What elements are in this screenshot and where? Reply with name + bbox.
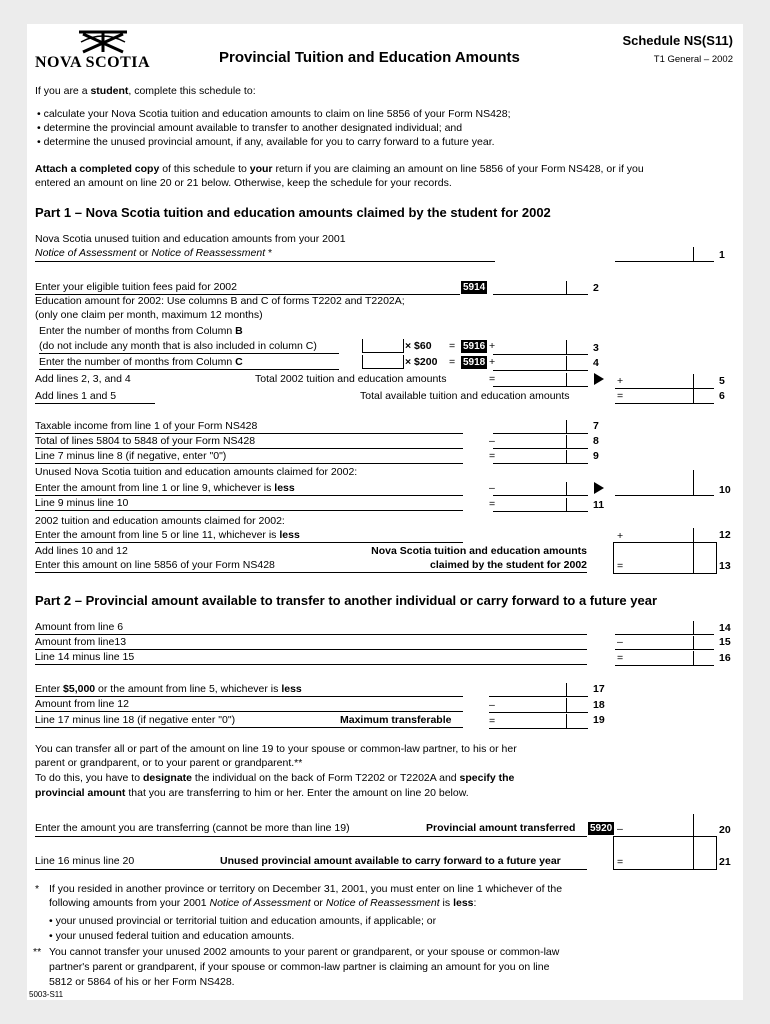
p3-c: the individual on the back of Form T2202 or T2202A and xyxy=(192,772,460,784)
equals: = xyxy=(449,356,456,368)
line-number: 21 xyxy=(719,856,731,868)
equals: = xyxy=(449,340,456,352)
bullet-text: your unused provincial or territorial tuition and education amounts, if applicable; or xyxy=(55,915,437,927)
intro-bullet-3: • determine the unused provincial amount, if any, available for you to carry forward to a future year. xyxy=(37,136,495,148)
attach-note-2: entered an amount on line 20 or 21 below. Otherwise, keep the schedule for your records. xyxy=(35,177,452,189)
line18-input[interactable] xyxy=(489,712,588,713)
star-text: * xyxy=(265,247,273,259)
less: less xyxy=(274,482,295,494)
transfer-text-1: You can transfer all or part of the amount on line 19 to your spouse or common-law partner, to his or her xyxy=(35,743,517,755)
intro-text-b: student xyxy=(90,85,129,97)
rate-200: × $200 xyxy=(405,356,438,368)
line-number: 3 xyxy=(593,342,599,354)
line7-label: Taxable income from line 1 of your Form NS428 xyxy=(35,420,258,432)
line20-label: Enter the amount you are transferring (cannot be more than line 19) xyxy=(35,822,350,834)
months-b-input[interactable] xyxy=(362,339,404,353)
line21-total-label: Unused provincial amount available to carry forward to a future year xyxy=(220,855,561,867)
plus: + xyxy=(617,530,624,542)
n1b-a: following amounts from your 2001 xyxy=(49,897,210,909)
line3-label-b: (only one claim per month, maximum 12 months) xyxy=(35,309,263,321)
n1b-f: less xyxy=(453,897,474,909)
cents-divider xyxy=(566,482,567,495)
line-number: 15 xyxy=(719,636,731,648)
p3-a: To do this, you have to xyxy=(35,772,143,784)
n1b-d: Notice of Reassessment xyxy=(325,897,440,909)
line-number: 17 xyxy=(593,683,605,695)
cents-divider xyxy=(566,698,567,712)
line9-input[interactable] xyxy=(493,463,588,464)
minus: – xyxy=(489,482,495,494)
line3-label-d: (do not include any month that is also included in column C) xyxy=(39,340,317,352)
equals: = xyxy=(617,652,624,664)
code-5918: 5918 xyxy=(463,357,486,368)
equals: = xyxy=(489,715,496,727)
line17-c: or the amount from line 5, whichever is xyxy=(95,683,282,695)
line10-text: Enter the amount from line 1 or line 9, whichever is xyxy=(35,482,275,494)
line13-input[interactable] xyxy=(613,542,717,574)
cents-divider xyxy=(693,651,694,665)
line4-text: Enter the number of months from Column xyxy=(39,356,236,368)
cents-divider xyxy=(693,636,694,649)
equals: = xyxy=(489,498,496,510)
bullet-text: determine the provincial amount available to transfer to another designated individual; and xyxy=(43,122,463,134)
line3-label-a: Education amount for 2002: Use columns B and C of forms T2202 and T2202A; xyxy=(35,295,405,307)
cents-divider xyxy=(566,420,567,433)
line16-label: Line 14 minus line 15 xyxy=(35,651,135,663)
line20-total-label: Provincial amount transferred xyxy=(426,822,576,834)
line13-total-label-1: Nova Scotia tuition and education amounts xyxy=(371,545,587,557)
cents-divider xyxy=(566,373,567,386)
line9-label: Line 7 minus line 8 (if negative, enter "0") xyxy=(35,450,227,462)
logo-text: NOVA SCOTIA xyxy=(35,54,151,71)
plus: + xyxy=(489,340,496,352)
attach-d: return if you are claiming an amount on line 5856 of your Form NS428, or if you xyxy=(272,163,644,175)
line17-b: $5,000 xyxy=(63,683,96,695)
page-title: Provincial Tuition and Education Amounts xyxy=(219,49,520,66)
equals: = xyxy=(617,560,624,572)
line19-label: Line 17 minus line 18 (if negative enter "0") xyxy=(35,714,236,726)
line5-label: Add lines 2, 3, and 4 xyxy=(35,373,131,385)
divider xyxy=(35,649,587,650)
part1-heading: Part 1 – Nova Scotia tuition and education amounts claimed by the student for 2002 xyxy=(35,205,551,220)
bullet-text: your unused federal tuition and education amounts. xyxy=(55,930,295,942)
cents-divider xyxy=(693,814,694,836)
code-5916: 5916 xyxy=(463,341,486,352)
line1-label: Nova Scotia unused tuition and education amounts from your 2001 xyxy=(35,233,346,245)
n1b-c: or xyxy=(310,897,326,909)
arrow-right-icon xyxy=(594,373,604,385)
line11-label: Line 9 minus line 10 xyxy=(35,497,129,509)
logo-flag-icon xyxy=(73,30,133,56)
or-text: or xyxy=(136,247,152,259)
note-star: * xyxy=(35,883,40,895)
line-number: 18 xyxy=(593,699,605,711)
line10-label-b xyxy=(35,482,295,495)
months-c-input[interactable] xyxy=(362,355,404,369)
cents-divider xyxy=(566,356,567,370)
line-number: 1 xyxy=(719,249,725,261)
line-number: 11 xyxy=(593,499,605,511)
line-number: 5 xyxy=(719,375,725,387)
divider xyxy=(35,727,463,728)
line6-label: Add lines 1 and 5 xyxy=(35,390,117,402)
bullet-text: determine the unused provincial amount, if any, available for you to carry forward to a future year. xyxy=(43,136,495,148)
intro-text xyxy=(35,85,256,98)
line20-input[interactable] xyxy=(613,814,715,837)
p4-a: provincial amount xyxy=(35,787,126,799)
line19-input[interactable] xyxy=(489,728,588,729)
line10-label-a: Unused Nova Scotia tuition and education amounts claimed for 2002: xyxy=(35,466,358,478)
line-number: 7 xyxy=(593,420,599,432)
line2-label: Enter your eligible tuition fees paid for 2002 xyxy=(35,281,237,293)
divider xyxy=(35,542,463,543)
cents-divider xyxy=(693,836,694,869)
cents-divider xyxy=(566,281,567,294)
line8-input[interactable] xyxy=(493,448,588,449)
plus: + xyxy=(617,375,624,387)
divider xyxy=(35,572,587,573)
cents-divider xyxy=(566,683,567,696)
col-c: C xyxy=(235,356,243,368)
intro-bullet-2: • determine the provincial amount available to transfer to another designated individual; and xyxy=(37,122,463,134)
divider xyxy=(35,664,587,665)
n1b-g: : xyxy=(473,897,477,909)
equals: = xyxy=(617,856,624,868)
line12-label-b xyxy=(35,529,300,542)
form-page xyxy=(27,24,743,1000)
line5-subtotal[interactable] xyxy=(493,386,588,387)
line21-label: Line 16 minus line 20 xyxy=(35,855,135,867)
transfer-text-4 xyxy=(35,787,469,800)
line13-label-b: Enter this amount on line 5856 of your Form NS428 xyxy=(35,559,275,571)
line-number: 4 xyxy=(593,357,599,369)
line2-input[interactable] xyxy=(493,294,588,295)
minus: – xyxy=(489,435,495,447)
cents-divider xyxy=(566,450,567,463)
intro-bullet-1: • calculate your Nova Scotia tuition and education amounts to claim on line 5856 of your Form NS428; xyxy=(37,108,511,120)
cents-divider xyxy=(566,435,567,448)
divider xyxy=(39,353,339,354)
line18-label: Amount from line 12 xyxy=(35,698,129,710)
line-number: 13 xyxy=(719,560,731,572)
line12-text: Enter the amount from line 5 or line 11, whichever is xyxy=(35,529,280,541)
form-code: 5003-S11 xyxy=(29,990,64,999)
arrow-right-icon xyxy=(594,482,604,494)
line3-label-c xyxy=(39,325,243,338)
line6-input[interactable] xyxy=(615,403,714,404)
transfer-text-2: parent or grandparent, or to your parent or grandparent.** xyxy=(35,757,303,769)
line16-input[interactable] xyxy=(615,665,714,666)
note2-line1: You cannot transfer your unused 2002 amounts to your parent or grandparent, or your spouse or common-law xyxy=(49,946,560,958)
line3-input[interactable] xyxy=(493,354,588,355)
cents-divider xyxy=(693,528,694,542)
divider xyxy=(35,869,587,870)
line1-label-2 xyxy=(35,247,272,260)
cents-divider xyxy=(566,498,567,511)
divider xyxy=(35,433,463,434)
divider xyxy=(35,403,155,404)
note1-bullet-2: • your unused federal tuition and education amounts. xyxy=(49,930,295,942)
cents-divider xyxy=(693,374,694,388)
transfer-text-3 xyxy=(35,772,514,785)
line-number: 2 xyxy=(593,282,599,294)
rate-60: × $60 xyxy=(405,340,432,352)
line4-input[interactable] xyxy=(493,370,588,371)
line-number: 14 xyxy=(719,622,731,634)
note-double-star: ** xyxy=(33,946,42,958)
intro-text-a: If you are a xyxy=(35,85,91,97)
line3-c-text: Enter the number of months from Column xyxy=(39,325,236,337)
minus: – xyxy=(489,699,495,711)
cents-divider xyxy=(566,714,567,728)
line17-input[interactable] xyxy=(489,696,588,697)
cents-divider xyxy=(693,542,694,573)
note1-line2 xyxy=(49,897,476,910)
less: less xyxy=(279,529,300,541)
attach-b: of this schedule to xyxy=(159,163,250,175)
line13-label-a: Add lines 10 and 12 xyxy=(35,545,128,557)
line-number: 12 xyxy=(719,529,731,541)
cents-divider xyxy=(693,621,694,634)
n1b-b: Notice of Assessment xyxy=(209,897,311,909)
line14-input[interactable] xyxy=(615,634,714,635)
attach-c: your xyxy=(249,163,273,175)
line11-input[interactable] xyxy=(493,511,588,512)
part2-heading: Part 2 – Provincial amount available to transfer to another individual or carry forward to a future year xyxy=(35,593,658,608)
divider xyxy=(35,261,495,262)
line-number: 9 xyxy=(593,450,599,462)
attach-a: Attach a completed copy xyxy=(35,163,160,175)
line17-label xyxy=(35,683,302,696)
note1-line1: If you resided in another province or territory on December 31, 2001, you must enter on line 1 whichever of the xyxy=(49,883,563,895)
p3-d: specify the xyxy=(459,772,515,784)
cents-divider xyxy=(693,470,694,495)
notice-assessment: Notice of Assessment xyxy=(35,247,137,259)
code-5920: 5920 xyxy=(590,823,613,834)
divider xyxy=(35,495,463,496)
line15-label: Amount from line13 xyxy=(35,636,127,648)
line1-input[interactable] xyxy=(615,261,714,262)
line19-total-label: Maximum transferable xyxy=(340,714,452,726)
line12-label-a: 2002 tuition and education amounts claimed for 2002: xyxy=(35,515,285,527)
line5-input[interactable] xyxy=(615,388,714,389)
divider xyxy=(35,510,463,511)
divider xyxy=(35,711,463,712)
line5-total-label: Total 2002 tuition and education amounts xyxy=(255,373,447,385)
line17-d: less xyxy=(281,683,302,695)
minus: – xyxy=(617,823,623,835)
cents-divider xyxy=(693,247,694,261)
schedule-label: Schedule NS(S11) xyxy=(622,33,733,48)
line8-label: Total of lines 5804 to 5848 of your Form NS428 xyxy=(35,435,256,447)
equals: = xyxy=(489,373,496,385)
divider xyxy=(35,836,587,837)
line-number: 20 xyxy=(719,824,731,836)
line21-input[interactable] xyxy=(613,836,717,870)
equals: = xyxy=(617,390,624,402)
divider xyxy=(35,448,463,449)
line14-label: Amount from line 6 xyxy=(35,621,124,633)
p3-b: designate xyxy=(142,772,192,784)
line-number: 8 xyxy=(593,435,599,447)
attach-note xyxy=(35,163,644,176)
divider xyxy=(35,696,463,697)
line-number: 16 xyxy=(719,652,731,664)
line10-input[interactable] xyxy=(615,476,714,496)
line6-total-label: Total available tuition and education amounts xyxy=(360,390,570,402)
divider xyxy=(39,369,339,370)
line17-a: Enter xyxy=(35,683,64,695)
note2-line3: 5812 or 5864 of his or her Form NS428. xyxy=(49,976,235,988)
divider xyxy=(35,463,463,464)
line-number: 10 xyxy=(719,484,731,496)
cents-divider xyxy=(693,389,694,403)
nova-scotia-logo xyxy=(35,30,165,72)
line15-input[interactable] xyxy=(615,649,714,650)
line10-subtotal[interactable] xyxy=(493,495,588,496)
line13-total-label-2: claimed by the student for 2002 xyxy=(430,559,587,571)
cents-divider xyxy=(566,340,567,354)
note2-line2: partner's parent or grandparent, if your spouse or common-law partner is claiming an amount for you on line xyxy=(49,961,550,973)
col-b: B xyxy=(235,325,243,337)
code-5914: 5914 xyxy=(463,282,486,293)
intro-text-c: , complete this schedule to: xyxy=(128,85,256,97)
p4-b: that you are transferring to him or her. Enter the amount on line 20 below. xyxy=(125,787,469,799)
n1b-e: is xyxy=(439,897,454,909)
bullet-text: calculate your Nova Scotia tuition and education amounts to claim on line 5856 of your Form NS428; xyxy=(43,108,511,120)
line7-input[interactable] xyxy=(493,433,588,434)
divider xyxy=(35,634,587,635)
plus: + xyxy=(489,356,496,368)
note1-bullet-1: • your unused provincial or territorial tuition and education amounts, if applicable; or xyxy=(49,915,437,927)
line-number: 6 xyxy=(719,390,725,402)
line4-label xyxy=(39,356,243,369)
equals: = xyxy=(489,450,496,462)
minus: – xyxy=(617,636,623,648)
line-number: 19 xyxy=(593,714,605,726)
notice-reassessment: Notice of Reassessment xyxy=(151,247,266,259)
form-label: T1 General – 2002 xyxy=(653,54,733,65)
